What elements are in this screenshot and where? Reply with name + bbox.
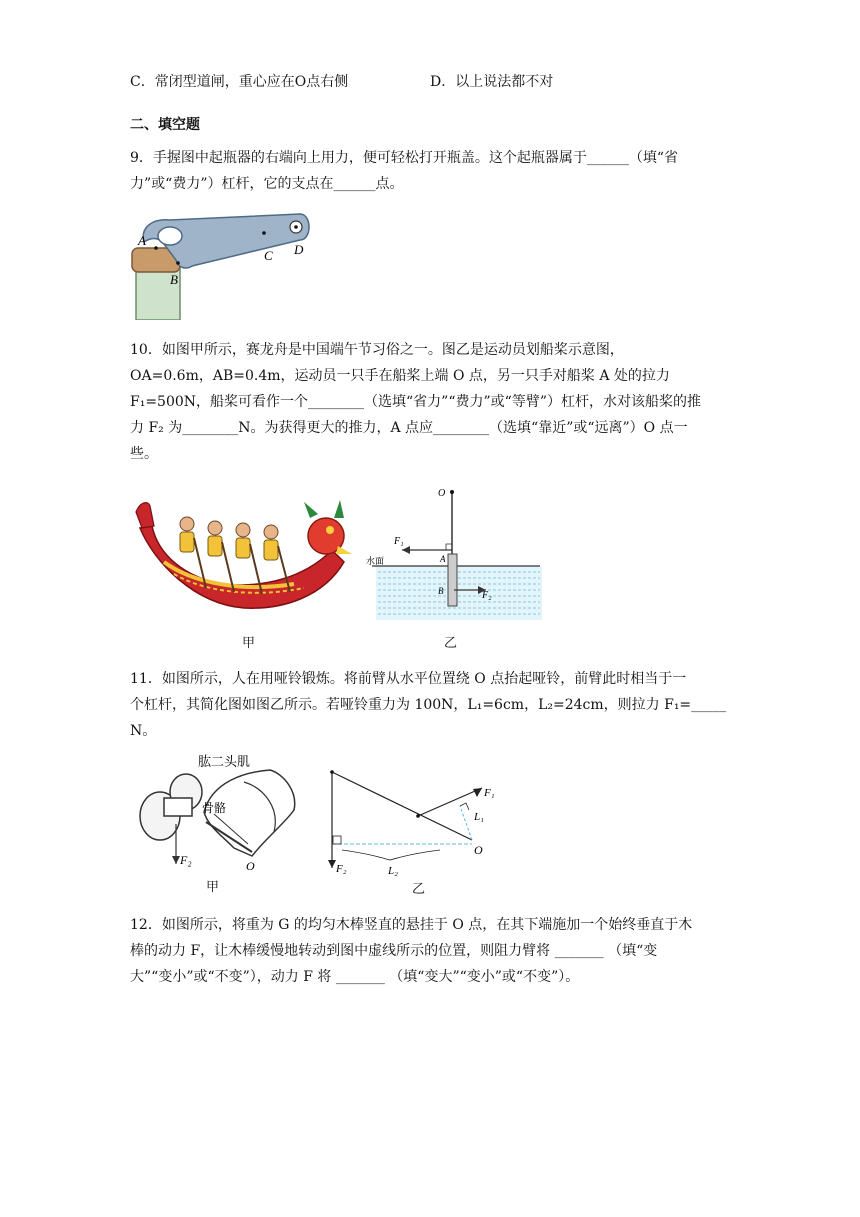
lever-label-o: O (474, 843, 483, 857)
q8-option-d: D．以上说法都不对 (430, 74, 554, 90)
paddle-label-f2: F₂ (482, 590, 492, 601)
q10-line-5: 些。 (130, 446, 158, 462)
opener-label-b: B (170, 272, 178, 287)
opener-label-a: A (138, 233, 146, 248)
paddle-label-f1: F₁ (394, 536, 404, 547)
q10-line-4: 力 F₂ 为________N。为获得更大的推力，A 点应________（选填“靠近”或“远离”）O 点一 (130, 420, 688, 436)
q10-line-3: F₁=500N，船桨可看作一个________（选填“省力”“费力”或“等臂”）杠杆，水对该船桨的推 (130, 394, 701, 410)
q8-option-c: C．常闭型道闸，重心应在O点右侧 (130, 74, 349, 90)
paddle-caption: 乙 (444, 636, 458, 651)
q12-line-2: 棒的动力 F，让木棒缓慢地转动到图中虚线所示的位置，则阻力臂将 _______ （填“变 (130, 943, 658, 959)
arm-label-o: O (246, 859, 255, 872)
q11-line-3: N。 (130, 723, 157, 739)
arm-label-f2: F₂ (180, 853, 192, 867)
opener-label-d: D (294, 242, 304, 257)
opener-label-c: C (264, 248, 273, 263)
boat-caption: 甲 (242, 636, 256, 651)
arm-lever-diagram (322, 762, 502, 882)
lever-label-l2: L₂ (388, 865, 398, 877)
lever-label-l1: L₁ (474, 811, 484, 823)
dragon-boat-figure (134, 492, 354, 622)
q12-line-1: 12．如图所示，将重为 G 的均匀木棒竖直的悬挂于 O 点，在其下端施加一个始终垂直于木 (130, 917, 693, 933)
biceps-label: 肱二头肌 (198, 754, 251, 769)
paddle-label-b: B (438, 586, 444, 596)
water-surface-label: 水面 (366, 556, 385, 566)
paddle-label-a: A (440, 554, 446, 564)
arm-dumbbell-figure (134, 752, 304, 872)
q11-line-2: 个杠杆，其简化图如图乙所示。若哑铃重力为 100N，L₁=6cm，L₂=24cm，则拉力 F₁=_____ (130, 697, 727, 713)
q9-line-2: 力”或“费力”）杠杆，它的支点在______点。 (130, 176, 404, 192)
lever-label-f1: F₁ (484, 787, 495, 799)
paddle-label-o: O (438, 488, 446, 499)
q10-line-2: OA=0.6m，AB=0.4m，运动员一只手在船桨上端 O 点，另一只手对船桨 A 处的拉力 (130, 368, 670, 384)
paddle-diagram (362, 484, 542, 624)
bone-label: 骨骼 (202, 801, 227, 815)
lever-caption: 乙 (412, 882, 426, 897)
q12-line-3: 大”“变小”或“不变”），动力 F 将 _______ （填“变大”“变小”或“不变”）。 (130, 969, 580, 985)
lever-label-f2: F₂ (336, 863, 347, 875)
bottle-opener-figure (130, 208, 320, 320)
q10-line-1: 10．如图甲所示，赛龙舟是中国端午节习俗之一。图乙是运动员划船桨示意图， (130, 342, 624, 358)
q11-line-1: 11．如图所示，人在用哑铃锻炼。将前臂从水平位置绕 O 点抬起哑铃，前臂此时相当于一 (130, 671, 687, 687)
section-title: 二、填空题 (130, 117, 200, 133)
q9-line-1: 9．手握图中起瓶器的右端向上用力，便可轻松打开瓶盖。这个起瓶器属于______（填“省 (130, 150, 679, 166)
arm-caption: 甲 (206, 880, 220, 895)
